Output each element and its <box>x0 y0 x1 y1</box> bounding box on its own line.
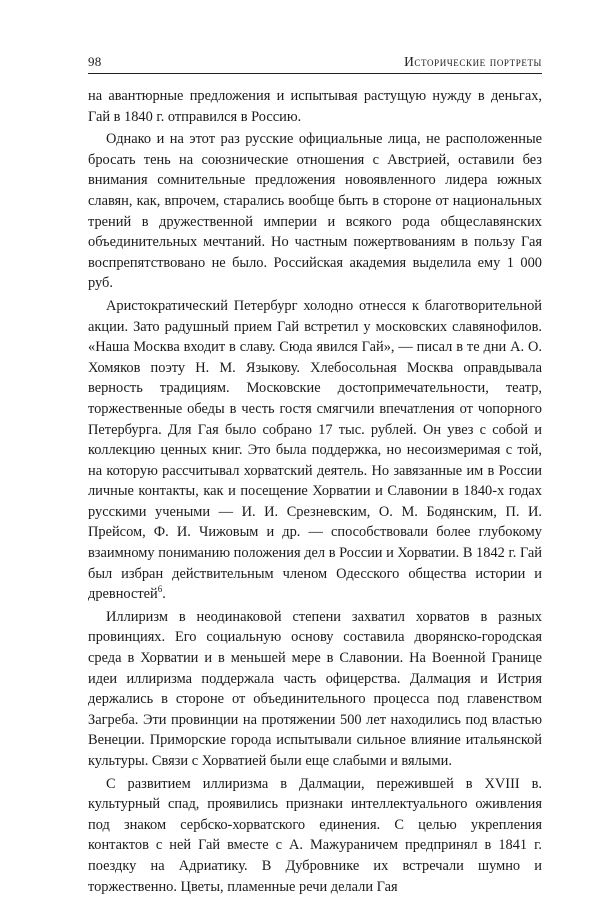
paragraph-2: Однако и на этот раз русские официальные лица, не расположенные бросать тень на союзнические отношения с Австрией, оставили без внимания сомнительные предложения новоявленного лидера южных славян, как, впрочем, старались вообще быть в стороне от национальных трений в дружественной империи и всякого рода общеславянских объединительных мечтаний. Но частным пожертвованиям в пользу Гая воспрепятствовано не было. Российская академия выделила ему 1 000 руб. <box>88 131 542 292</box>
running-title: Исторические портреты <box>404 54 542 69</box>
body-text <box>88 86 542 899</box>
page-number: 98 <box>88 54 102 69</box>
paragraph-5: С развитием иллиризма в Далмации, пережившей в XVIII в. культурный спад, проявились признаки интеллектуального оживления под знаком сербско-хорватского единения. С целью укрепления контактов с ней Гай вместе с А. Мажураничем предпринял в 1841 г. поездку на Адриатику. В Дубровнике их встречали шумно и торжественно. Цветы, пламенные речи делали Гая <box>88 775 542 895</box>
paragraph-3: Аристократический Петербург холодно отнесся к благотворительной акции. Зато радушный прием Гай встретил у московских славянофилов. «Наша Москва входит в славу. Сюда явился Гай», — писал в те дни А. О. Хомяков поэту Н. М. Языкову. Хлебосольная Москва оправдывала верность традициям. Московские достопримечательности, театр, торжественные обеды в честь гостя смягчили впечатления от чопорного Петербурга. Для Гая было собрано 17 тыс. рублей. Он увез с собой и коллекцию ценных книг. Это была поддержка, но несоизмеримая с той, на которую рассчитывал хорватский деятель. Но завязанные им в России личные контакты, как и посещение Хорватии и Славонии в 1840-х годах русскими учеными — И. И. Срезневским, О. М. Бодянским, П. И. Прейсом, Ф. И. Чижовым и др. — способствовали более глубокому взаимному пониманию положения дел в России и Хорватии. В 1842 г. Гай был избран действительным членом Одесского общества истории и древностей$^6$. <box>88 297 542 603</box>
paragraph-1: на авантюрные предложения и испытывая растущую нужду в деньгах, Гай в 1840 г. отправился в Россию. <box>88 88 542 125</box>
running-header <box>88 50 542 74</box>
paragraph-4: Иллиризм в неодинаковой степени захватил хорватов в разных провинциях. Его социальную основу составила дворянско-городская среда в Хорватии и в меньшей мере в Славонии. На Военной Границе идеи иллиризма поддержала часть офицерства. Далмация и Истрия держались в стороне от объединительного процесса под главенством Загреба. Эти провинции на протяжении 500 лет находились под властью Венеции. Приморские города испытывали сильное влияние итальянской культуры. Связи с Хорватией были еще слабыми и вялыми. <box>88 608 542 769</box>
footnote-marker: 6 <box>157 584 163 595</box>
